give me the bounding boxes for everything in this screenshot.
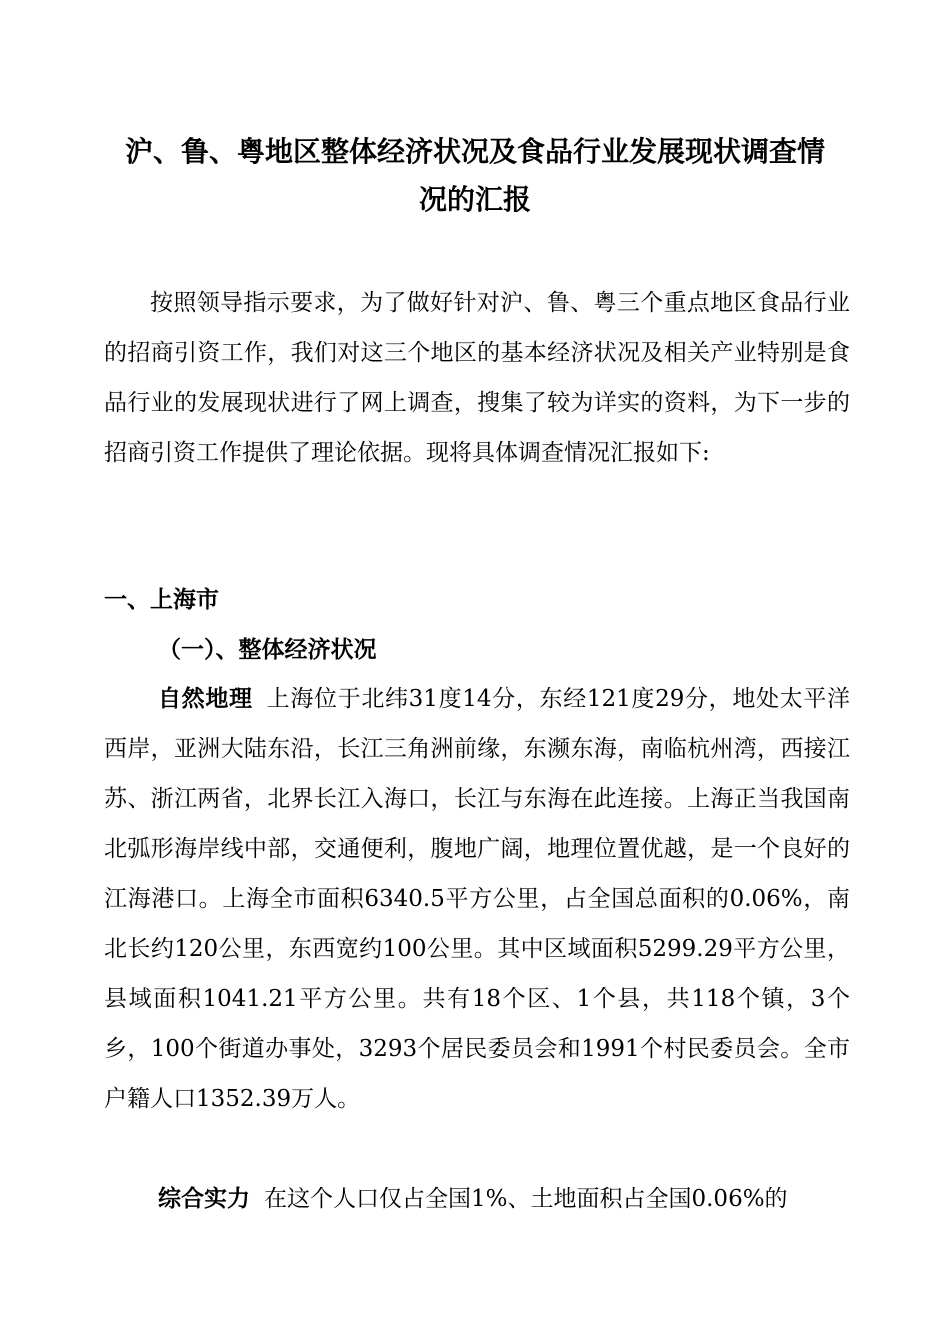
document-title [100, 128, 850, 224]
paragraph-text-strength: 在这个人口仅占全国1%、土地面积占全国0.06%的 [264, 1186, 788, 1212]
paragraph-lead-geography: 自然地理 [158, 686, 253, 712]
paragraph-text-geography: 上海位于北纬31度14分，东经121度29分，地处太平洋西岸，亚洲大陆东沿，长江三角洲前缘，东濒东海，南临杭州湾，西接江苏、浙江两省，北界长江入海口，长江与东海在此连接。上海正当我国南北弧形海岸线中部，交通便利，腹地广阔，地理位置优越，是一个良好的江海港口。上海全市面积6340.5平方公里，占全国总面积的0.06%，南北长约120公里，东西宽约100公里。其中区域面积5299.29平方公里，县域面积1041.21平方公里。共有18个区、1个县，共118个镇，3个乡，100个街道办事处，3293个居民委员会和1991个村民委员会。全市户籍人口1352.39万人。 [104, 686, 851, 1112]
intro-paragraph: 按照领导指示要求，为了做好针对沪、鲁、粤三个重点地区食品行业的招商引资工作，我们对这三个地区的基本经济状况及相关产业特别是食品行业的发展现状进行了网上调查，搜集了较为详实的资料，为下一步的招商引资工作提供了理论依据。现将具体调查情况汇报如下: [104, 290, 850, 466]
paragraph-strength [104, 1174, 850, 1224]
section-heading-shanghai: 一、上海市 [104, 587, 219, 613]
paragraph-lead-strength: 综合实力 [158, 1186, 250, 1212]
paragraph-geography [104, 674, 850, 1124]
subsection-heading-economy: （一）、整体经济状况 [158, 637, 377, 663]
title-line-1: 沪、鲁、粤地区整体经济状况及食品行业发展现状调查情 [124, 135, 825, 168]
title-line-2: 况的汇报 [418, 183, 531, 216]
